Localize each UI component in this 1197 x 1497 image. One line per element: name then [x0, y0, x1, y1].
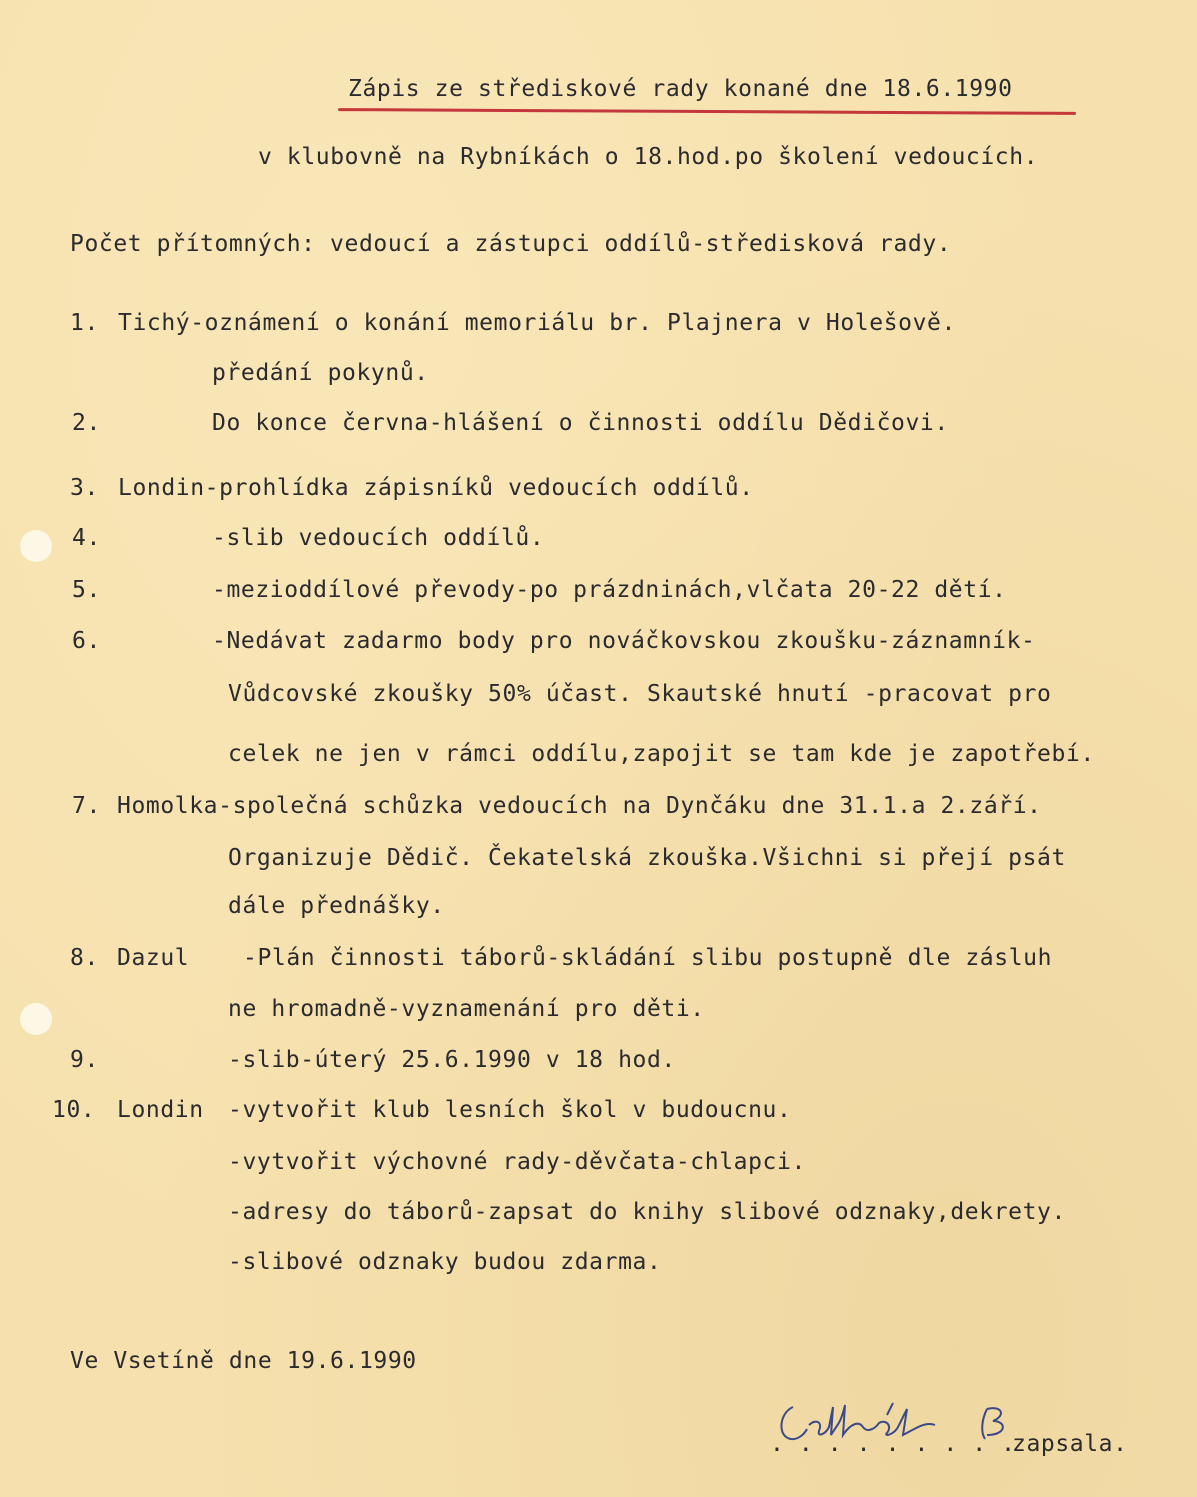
item-text: Do konce června-hlášení o činnosti oddílu Dědičovi.	[212, 410, 949, 436]
meeting-location: v klubovně na Rybníkách o 18.hod.po školení vedoucích.	[258, 144, 1039, 170]
document-title: Zápis ze střediskové rady konané dne 18.6.1990	[348, 76, 1013, 102]
item-number: 7.	[72, 793, 101, 819]
item-text: -slib vedoucích oddílů.	[212, 525, 545, 551]
item-number: 1.	[70, 310, 99, 336]
item-number: 6.	[72, 628, 101, 654]
item-text: celek ne jen v rámci oddílu,zapojit se tam kde je zapotřebí.	[228, 741, 1095, 767]
item-number: 8.	[70, 945, 99, 971]
punch-hole	[20, 1003, 52, 1035]
item-text: -vytvořit klub lesních škol v budoucnu.	[228, 1097, 792, 1123]
signature-dots: . . . . . . . . .	[770, 1431, 1016, 1457]
punch-hole	[20, 530, 52, 562]
title-underline	[338, 108, 1076, 115]
item-number: 3.	[70, 475, 99, 501]
item-text: předání pokynů.	[212, 360, 429, 386]
item-text: -mezioddílové převody-po prázdninách,vlčata 20-22 dětí.	[212, 577, 1007, 603]
attendance-line: Počet přítomných: vedoucí a zástupci oddílů-středisková rady.	[70, 231, 952, 257]
item-responsible: Londin	[117, 1097, 204, 1123]
item-responsible: Dazul	[117, 945, 190, 971]
item-number: 4.	[72, 525, 101, 551]
item-number: 5.	[72, 577, 101, 603]
item-number: 10.	[52, 1097, 96, 1123]
place-and-date: Ve Vsetíně dne 19.6.1990	[70, 1348, 417, 1374]
recorder-label: zapsala.	[1012, 1431, 1128, 1457]
item-text: -slibové odznaky budou zdarma.	[228, 1249, 662, 1275]
item-text: ne hromadně-vyznamenání pro děti.	[228, 996, 705, 1022]
item-text: -slib-úterý 25.6.1990 v 18 hod.	[228, 1047, 676, 1073]
item-text: Organizuje Dědič. Čekatelská zkouška.Všichni si přejí psát	[228, 845, 1066, 871]
item-text: Vůdcovské zkoušky 50% účast. Skautské hnutí -pracovat pro	[228, 681, 1052, 707]
item-number: 2.	[72, 410, 101, 436]
item-text: Tichý-oznámení o konání memoriálu br. Plajnera v Holešově.	[118, 310, 956, 336]
item-number: 9.	[70, 1047, 99, 1073]
item-text: Homolka-společná schůzka vedoucích na Dynčáku dne 31.1.a 2.září.	[117, 793, 1042, 819]
item-text: -adresy do táborů-zapsat do knihy slibové odznaky,dekrety.	[228, 1199, 1066, 1225]
item-text: -Nedávat zadarmo body pro nováčkovskou zkoušku-záznamník-	[212, 628, 1036, 654]
item-text: -vytvořit výchovné rady-děvčata-chlapci.	[228, 1149, 806, 1175]
item-text: -Plán činnosti táborů-skládání slibu postupně dle zásluh	[243, 945, 1053, 971]
item-text: Londin-prohlídka zápisníků vedoucích oddílů.	[118, 475, 754, 501]
item-text: dále přednášky.	[228, 893, 445, 919]
